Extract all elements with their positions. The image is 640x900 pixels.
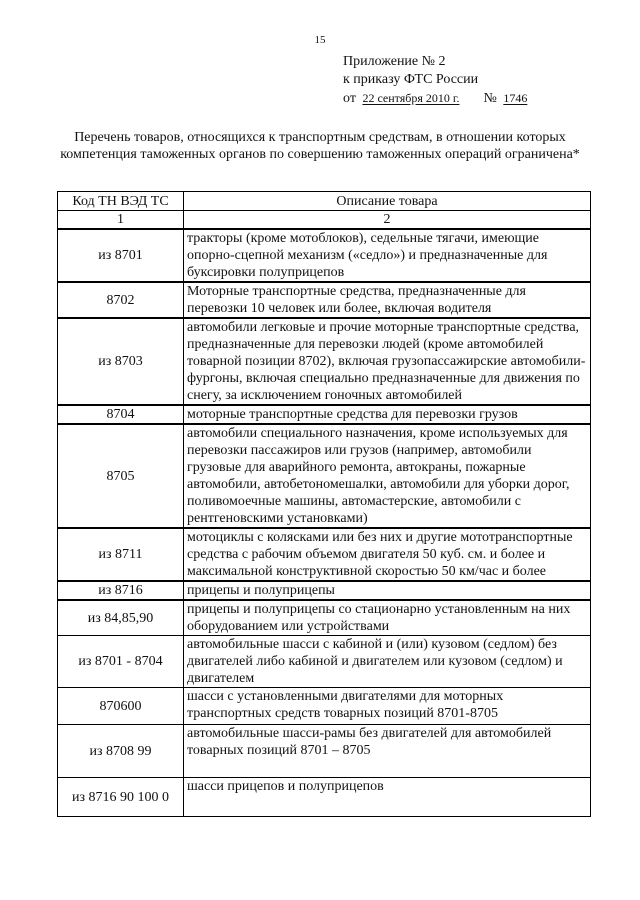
table-row (58, 778, 591, 817)
row-code: 8702 (58, 282, 184, 318)
goods-table (57, 191, 591, 817)
row-code: из 8703 (58, 318, 184, 405)
header-code: Код ТН ВЭД ТС (58, 192, 184, 211)
row-description: прицепы и полуприцепы со стационарно установленным на них оборудованием или устройствами (184, 600, 591, 636)
page-number: 15 (314, 34, 326, 46)
row-description: шасси с установленными двигателями для моторных транспортных средств товарных позиций 8701-8705 (184, 688, 591, 725)
appendix-line-1: Приложение № 2 (343, 54, 446, 69)
table-row (58, 229, 591, 282)
table-row (58, 636, 591, 688)
date-prefix: от (343, 91, 356, 106)
column-number-row (58, 211, 591, 230)
row-code: из 8708 99 (58, 725, 184, 778)
row-description: автомобили легковые и прочие моторные транспортные средства, предназначенные для перевозки людей (кроме автомобилей товарной позиции 8702), включая грузопассажирские автомобили-фургоны, включая специально предназначенные для движения по снегу, за исключением гоночных автомобилей (184, 318, 591, 405)
row-code: из 8716 90 100 0 (58, 778, 184, 817)
column-number-2: 2 (184, 211, 591, 230)
row-code: из 8711 (58, 528, 184, 581)
table-row (58, 581, 591, 600)
table-row (58, 405, 591, 424)
row-description: мотоциклы с колясками или без них и другие мототранспортные средства с рабочим объемом двигателя 50 куб. см. и более и максимальной конструктивной скоростью 50 км/час и более (184, 528, 591, 581)
row-description: моторные транспортные средства для перевозки грузов (184, 405, 591, 424)
row-description: Моторные транспортные средства, предназначенные для перевозки 10 человек или более, включая водителя (184, 282, 591, 318)
row-description: автомобильные шасси-рамы без двигателей для автомобилей товарных позиций 8701 – 8705 (184, 725, 591, 778)
appendix-date-line (343, 89, 530, 108)
table-row (58, 528, 591, 581)
document-title: Перечень товаров, относящихся к транспортным средствам, в отношении которых компетенция таможенных органов по совершению таможенных операций ограничена* (60, 130, 580, 162)
row-code: 870600 (58, 688, 184, 725)
row-code: из 8716 (58, 581, 184, 600)
table-row (58, 424, 591, 528)
column-number-1: 1 (58, 211, 184, 230)
row-description: автомобильные шасси с кабиной и (или) кузовом (седлом) без двигателей либо кабиной и двигателем или кузовом (седлом) и двигателем (184, 636, 591, 688)
number-prefix: № (483, 91, 497, 106)
table-header-row (58, 192, 591, 211)
row-description: шасси прицепов и полуприцепов (184, 778, 591, 817)
table-row (58, 318, 591, 405)
appendix-line-2: к приказу ФТС России (343, 72, 479, 87)
table-row (58, 600, 591, 636)
row-description: тракторы (кроме мотоблоков), седельные тягачи, имеющие опорно-сцепной механизм («седло») и предназначенные для буксировки полуприцепов (184, 229, 591, 282)
row-code: 8704 (58, 405, 184, 424)
table-row (58, 688, 591, 725)
table-row (58, 725, 591, 778)
header-description: Описание товара (184, 192, 591, 211)
row-code: из 84,85,90 (58, 600, 184, 636)
row-code: 8705 (58, 424, 184, 528)
row-description: прицепы и полуприцепы (184, 581, 591, 600)
appendix-block (343, 53, 530, 108)
order-number: 1746 (503, 91, 528, 105)
row-description: автомобили специального назначения, кроме используемых для перевозки пассажиров или грузов (например, автомобили грузовые для аварийного ремонта, автокраны, пожарные автомобили, автобетономешалки, автомобили для уборки дорог, поливомоечные машины, автомастерские, автомобили с рентгеновскими установками) (184, 424, 591, 528)
order-date: 22 сентября 2010 г. (362, 91, 460, 105)
table-row (58, 282, 591, 318)
row-code: из 8701 (58, 229, 184, 282)
row-code: из 8701 - 8704 (58, 636, 184, 688)
